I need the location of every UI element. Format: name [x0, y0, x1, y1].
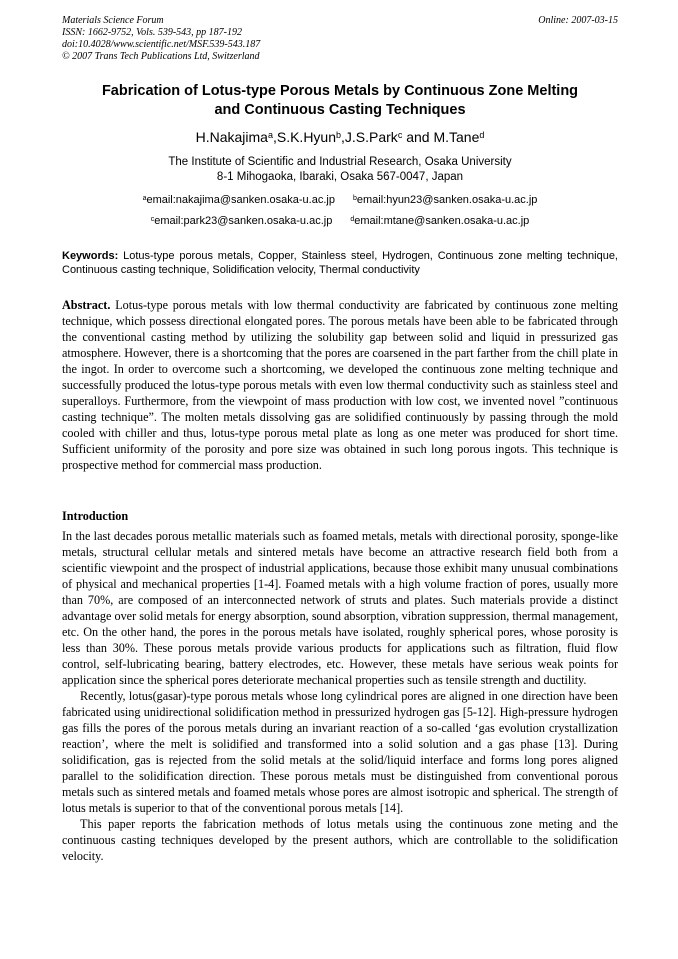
email-marker: a: [142, 195, 147, 202]
email-b[interactable]: email:hyun23@sanken.osaka-u.ac.jp: [356, 194, 538, 206]
issn-line: ISSN: 1662-9752, Vols. 539-543, pp 187-192: [62, 27, 242, 38]
affiliation-line-1: The Institute of Scientific and Industrial Research, Osaka University: [168, 156, 512, 168]
introduction-section: [62, 528, 618, 864]
email-a[interactable]: email:nakajima@sanken.osaka-u.ac.jp: [146, 194, 335, 206]
intro-paragraph-1: In the last decades porous metallic materials such as foamed metals, metals with directional porosity, sponge-like metals, structural cellular metals and sintered metals have become an attractive research field both from a scientific viewpoint and the prospect of industrial applications, because those exhibit many unusual combinations of physical and mechanical properties [1-4]. Foamed metals with a high volume fraction of pores, usually more than 70%, are composed of an interconnected network of struts and plates. Such materials provide a distinct advantage over solid metals for energy absorption, sound absorption, vibration suppression, thermal management, etc. On the other hand, the pores in the porous metals have isolated, roughly spherical pores, whose porosity is less than 30%. These porous metals provide various products for applications such as filtration, fluid flow control, self-lubricating bearing, battery electrodes, etc. However, these metals have serious weak points for application since the spherical pores deteriorate mechanical properties such as tensile strength and ductility.: [62, 529, 618, 687]
journal-header: [62, 15, 618, 63]
paper-title: [62, 82, 618, 120]
author-name: S.K.Hyun: [276, 129, 336, 145]
author-marker: a: [267, 130, 273, 140]
author-separator: ,: [272, 129, 277, 145]
author-list: [62, 127, 618, 147]
email-c[interactable]: email:park23@sanken.osaka-u.ac.jp: [154, 215, 333, 227]
journal-name: Materials Science Forum: [62, 15, 164, 26]
abstract-label: Abstract.: [62, 298, 111, 312]
email-marker: c: [150, 216, 155, 223]
keywords-label: Keywords:: [62, 250, 119, 262]
author-name: J.S.Park: [344, 129, 398, 145]
author-separator: and: [402, 129, 434, 145]
online-date: Online: 2007-03-15: [538, 15, 618, 26]
email-row-1: [62, 193, 618, 207]
title-line-2: and Continuous Casting Techniques: [214, 102, 466, 118]
author-marker: d: [479, 130, 485, 140]
email-d[interactable]: email:mtane@sanken.osaka-u.ac.jp: [354, 215, 530, 227]
author-name: M.Tane: [433, 129, 480, 145]
author-name: H.Nakajima: [195, 129, 268, 145]
affiliation: [62, 155, 618, 185]
keywords: [62, 249, 618, 277]
author-separator: ,: [341, 129, 345, 145]
author-marker: c: [397, 130, 403, 140]
keywords-text: Lotus-type porous metals, Copper, Stainless steel, Hydrogen, Continuous zone melting technique, Continuous casting technique, Solidification velocity, Thermal conductivity: [62, 250, 618, 276]
title-line-1: Fabrication of Lotus-type Porous Metals by Continuous Zone Melting: [101, 83, 579, 99]
abstract: [62, 297, 618, 473]
section-heading-introduction: Introduction: [62, 509, 129, 523]
author-marker: b: [336, 130, 342, 140]
intro-paragraph-2: Recently, lotus(gasar)-type porous metals whose long cylindrical pores are aligned in one direction have been fabricated using unidirectional solidification method in pressurized hydrogen gas [5-12]. High-pressure hydrogen gas fills the pores of the porous metals during an invariant reaction of a so-called ‘gas evolution crystallization reaction’, where the melt is solidified and transformed into a solid solution and a gas phase [13]. During solidification, gas is rejected from the solid metals at the solid/liquid interface and forms long pores aligned parallel to the solidification direction. These porous metals must be distinguished from conventional porous metals such as sintered metals and foamed metals whose pores are almost isotropic and spherical. The strength of lotus metals is superior to that of the conventional porous metals [14].: [62, 689, 618, 815]
abstract-text: Lotus-type porous metals with low thermal conductivity are fabricated by continuous zone melting technique, which possess directional elongated pores. The porous metals have been able to be fabricated through the conventional casting method by utilizing the solubility gap between solid and liquid in pressurized gas atmosphere. However, there is a shortcoming that the pores are coarsened in the part farther from the chill plate in the ingot. In order to overcome such a shortcoming, we developed the continuous zone melting technique and successfully produced the lotus-type porous metals with even low thermal conductivity such as stainless steel and superalloys. Furthermore, from the viewpoint of mass production with low cost, we invented novel ”continuous casting technique”. The molten metals dissolving gas are solidified continuously by passing through the mold cooled with chiller and thus, lotus-type porous metal plate as long as one meter was produced for short time. Sufficient uniformity of the porosity and pore size was obtained in such long porous ingots. This technique is prospective method for commercial mass production.: [62, 298, 619, 472]
email-row-2: [62, 214, 618, 228]
copyright-line: © 2007 Trans Tech Publications Ltd, Switzerland: [62, 51, 260, 62]
intro-paragraph-3: This paper reports the fabrication methods of lotus metals using the continuous zone meting and the continuous casting techniques developed by the present authors, which are controllable to the solidification velocity.: [62, 817, 618, 863]
email-marker: d: [350, 216, 355, 223]
doi-line: doi:10.4028/www.scientific.net/MSF.539-543.187: [62, 39, 261, 50]
journal-info: [62, 15, 260, 63]
affiliation-line-2: 8-1 Mihogaoka, Ibaraki, Osaka 567-0047, Japan: [216, 171, 464, 183]
email-marker: b: [352, 195, 357, 202]
